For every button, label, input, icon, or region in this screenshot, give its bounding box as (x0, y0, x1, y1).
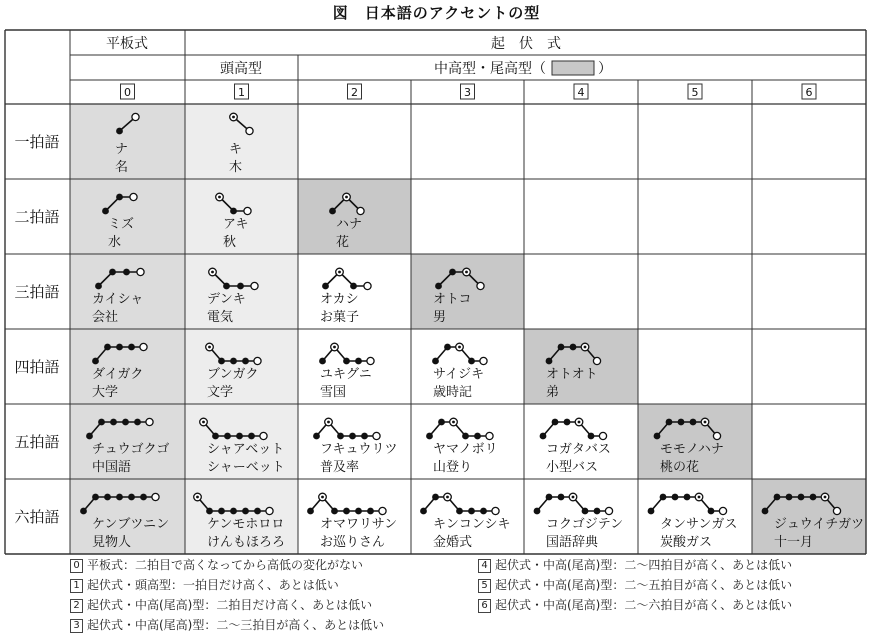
particle-dot (251, 282, 258, 289)
legend-column-right (478, 555, 792, 615)
word-kana: ダイガク (92, 367, 144, 382)
word-kana: ユキグニ (320, 367, 372, 382)
mora-dot (534, 508, 541, 515)
particle-dot (713, 432, 720, 439)
word-kana: タンサンガス (660, 517, 738, 532)
type-number: 2 (351, 86, 358, 99)
word-kana: コクゴジテン (546, 517, 624, 532)
particle-dot (146, 418, 153, 425)
mora-dot (660, 494, 667, 501)
mora-dot (122, 419, 129, 426)
mora-dot (322, 283, 329, 290)
accent-nucleus-center (572, 496, 575, 499)
mora-dot (95, 283, 102, 290)
word-kana: ケンモホロロ (207, 517, 285, 532)
legend-text: 起伏式・頭高型：一拍目だけ高く、あとは低い (87, 578, 339, 592)
accent-nucleus-center (452, 421, 455, 424)
mora-dot (218, 508, 225, 515)
mora-dot (254, 508, 261, 515)
word-kanji: 秋 (223, 235, 237, 250)
word-kanji: 雪国 (320, 385, 347, 400)
word-kana: コガタバス (546, 442, 611, 457)
legend-number: 3 (70, 619, 83, 633)
accent-nucleus-center (211, 271, 214, 274)
mora-dot (552, 419, 559, 426)
accent-nucleus-center (232, 116, 235, 119)
row-label: 二拍語 (14, 208, 60, 226)
word-kanji: 中国語 (92, 460, 132, 475)
word-kanji: 水 (108, 235, 122, 250)
mora-dot (420, 508, 427, 515)
odaka-color-swatch (552, 61, 594, 75)
mora-dot (224, 433, 231, 440)
mora-dot (206, 508, 213, 515)
particle-dot (130, 193, 137, 200)
particle-dot (480, 357, 487, 364)
particle-dot (833, 507, 840, 514)
mora-dot (218, 358, 225, 365)
mora-dot (762, 508, 769, 515)
legend-item (70, 555, 384, 575)
header-atamadaka: 頭高型 (220, 61, 262, 77)
mora-dot (594, 508, 601, 515)
word-kanji: 男 (433, 310, 447, 325)
mora-dot (546, 494, 553, 501)
particle-dot (492, 507, 499, 514)
mora-dot (355, 508, 362, 515)
mora-dot (128, 344, 135, 351)
particle-dot (605, 507, 612, 514)
particle-dot (244, 207, 251, 214)
legend-item (70, 595, 384, 615)
mora-dot (92, 494, 99, 501)
mora-dot (116, 344, 123, 351)
particle-dot (137, 268, 144, 275)
particle-dot (357, 207, 364, 214)
mora-dot (116, 128, 123, 135)
legend (0, 555, 873, 640)
mora-dot (313, 433, 320, 440)
mora-dot (102, 208, 109, 215)
legend-text: 起伏式・中高(尾高)型：二拍目だけ高く、あとは低い (87, 598, 373, 612)
mora-dot (319, 358, 326, 365)
mora-dot (350, 283, 357, 290)
mora-dot (212, 433, 219, 440)
legend-text: 起伏式・中高(尾高)型：二〜四拍目が高く、あとは低い (495, 558, 793, 572)
word-kanji: 木 (228, 160, 243, 175)
legend-text: 平板式：二拍目で高くなってから高低の変化がない (87, 558, 364, 572)
mora-dot (449, 269, 456, 276)
type-number: 4 (577, 86, 585, 99)
mora-dot (774, 494, 781, 501)
accent-nucleus-center (208, 346, 211, 349)
accent-nucleus-center (196, 496, 199, 499)
word-kana: ブンガク (207, 367, 259, 382)
legend-item (70, 575, 384, 595)
word-kana: オトコ (433, 292, 472, 307)
mora-dot (432, 494, 439, 501)
particle-dot (486, 432, 493, 439)
mora-dot (248, 433, 255, 440)
mora-dot (798, 494, 805, 501)
mora-dot (468, 508, 475, 515)
row-label: 三拍語 (14, 283, 60, 301)
mora-dot (242, 508, 249, 515)
accent-nucleus-center (218, 196, 221, 199)
mora-dot (116, 494, 123, 501)
mora-dot (123, 269, 130, 276)
word-kanji: 国語辞典 (546, 535, 599, 550)
word-kanji: 十一月 (774, 535, 814, 550)
particle-dot (477, 282, 484, 289)
accent-nucleus-center (824, 496, 827, 499)
mora-dot (230, 508, 237, 515)
word-kanji: 山登り (433, 460, 473, 475)
legend-number: 2 (70, 599, 83, 613)
word-kanji: 名 (114, 160, 129, 175)
word-kana: アキ (223, 217, 249, 232)
word-kanji: 大学 (92, 385, 119, 400)
word-kanji: 金婚式 (433, 535, 473, 550)
mora-dot (684, 494, 691, 501)
mora-dot (80, 508, 87, 515)
mora-dot (570, 344, 577, 351)
figure-title: 図 日本語のアクセントの型 (332, 4, 541, 22)
legend-item (478, 575, 792, 595)
legend-item (478, 595, 792, 615)
word-kana: フキュウリツ (320, 442, 398, 457)
word-kana: デンキ (207, 292, 246, 307)
mora-dot (690, 419, 697, 426)
mora-dot (104, 344, 111, 351)
accent-nucleus-center (321, 496, 324, 499)
word-kanji: 桃の花 (660, 460, 700, 475)
particle-dot (599, 432, 606, 439)
accent-nucleus-center (446, 496, 449, 499)
legend-text: 起伏式・中高(尾高)型：二〜六拍目が高く、あとは低い (495, 598, 793, 612)
mora-dot (110, 419, 117, 426)
mora-dot (331, 508, 338, 515)
word-kanji: 花 (336, 235, 350, 250)
word-kanji: 見物人 (92, 535, 132, 550)
word-kana: キンコンシキ (433, 517, 511, 532)
mora-dot (98, 419, 105, 426)
word-kanji: 歳時記 (433, 385, 473, 400)
word-kana: オトオト (546, 367, 598, 382)
word-kana: キ (228, 142, 243, 157)
mora-dot (648, 508, 655, 515)
particle-dot (246, 127, 253, 134)
mora-dot (343, 358, 350, 365)
legend-number: 6 (478, 599, 491, 613)
mora-dot (456, 508, 463, 515)
accent-nucleus-center (345, 196, 348, 199)
particle-dot (140, 343, 147, 350)
mora-dot (237, 283, 244, 290)
mora-dot (480, 508, 487, 515)
mora-dot (438, 419, 445, 426)
word-kana: ジュウイチガツ (774, 517, 865, 532)
accent-nucleus-center (327, 421, 330, 424)
mora-dot (223, 283, 230, 290)
mora-dot (230, 358, 237, 365)
mora-dot (468, 358, 475, 365)
particle-dot (152, 493, 159, 500)
mora-dot (435, 283, 442, 290)
mora-dot (109, 269, 116, 276)
legend-text: 起伏式・中高(尾高)型：二〜三拍目が高く、あとは低い (87, 618, 385, 632)
mora-dot (92, 358, 99, 365)
pitch-contour (430, 422, 490, 436)
word-kana: モモノハナ (660, 442, 724, 457)
mora-dot (540, 433, 547, 440)
mora-dot (426, 433, 433, 440)
legend-number: 5 (478, 579, 491, 593)
pitch-contour (326, 272, 368, 286)
word-kanji: 会社 (92, 310, 119, 325)
accent-nucleus-center (338, 271, 341, 274)
word-kana: オマワリサン (320, 517, 398, 532)
particle-dot (719, 507, 726, 514)
word-kanji: けんもほろろ (207, 535, 286, 550)
particle-dot (373, 432, 380, 439)
particle-dot (364, 282, 371, 289)
word-kana: ミズ (108, 217, 135, 232)
mora-dot (343, 508, 350, 515)
word-kana: シャアベット (207, 442, 285, 457)
mora-dot (810, 494, 817, 501)
word-kanji: 炭酸ガス (660, 535, 713, 550)
particle-dot (266, 507, 273, 514)
mora-dot (128, 494, 135, 501)
header-kifuku: 起 伏 式 (491, 36, 561, 52)
word-kanji: 電気 (207, 310, 234, 325)
word-kana: カイシャ (92, 292, 144, 307)
accent-nucleus-center (578, 421, 581, 424)
word-kana: ヤマノボリ (433, 442, 498, 457)
mora-dot (558, 494, 565, 501)
legend-text: 起伏式・中高(尾高)型：二〜五拍目が高く、あとは低い (495, 578, 793, 592)
word-kanji: お巡りさん (320, 535, 386, 550)
mora-dot (337, 433, 344, 440)
word-kana: サイジキ (433, 367, 485, 382)
mora-dot (546, 358, 553, 365)
particle-dot (379, 507, 386, 514)
mora-dot (230, 208, 237, 215)
word-kanji: シャーベット (207, 460, 285, 475)
mora-dot (564, 419, 571, 426)
word-kana: ナ (114, 142, 129, 157)
accent-nucleus-center (458, 346, 461, 349)
particle-dot (593, 357, 600, 364)
mora-dot (444, 344, 451, 351)
row-label: 六拍語 (14, 508, 60, 526)
row-label: 五拍語 (14, 433, 60, 451)
mora-dot (588, 433, 595, 440)
mora-dot (654, 433, 661, 440)
mora-dot (140, 494, 147, 501)
mora-dot (104, 494, 111, 501)
header-close-paren: ） (598, 61, 612, 77)
particle-dot (260, 432, 267, 439)
word-kanji: 小型バス (546, 460, 599, 475)
legend-item (478, 555, 792, 575)
accent-nucleus-center (333, 346, 336, 349)
mora-dot (786, 494, 793, 501)
particle-dot (254, 357, 261, 364)
row-label: 一拍語 (14, 133, 60, 151)
legend-item (70, 615, 384, 635)
mora-dot (349, 433, 356, 440)
mora-dot (666, 419, 673, 426)
mora-dot (236, 433, 243, 440)
mora-dot (462, 433, 469, 440)
type-number: 1 (238, 86, 245, 99)
header-heiban: 平板式 (106, 36, 148, 52)
row-label: 四拍語 (14, 358, 60, 376)
legend-number: 0 (70, 559, 83, 573)
legend-number: 4 (478, 559, 491, 573)
word-kanji: 文学 (207, 385, 234, 400)
type-number: 5 (691, 86, 699, 99)
accent-nucleus-center (465, 271, 468, 274)
legend-column-left (70, 555, 384, 635)
mora-dot (367, 508, 374, 515)
word-kana: チュウゴクゴ (92, 442, 170, 457)
word-kana: オカシ (320, 292, 359, 307)
word-kanji: 弟 (546, 385, 560, 400)
mora-dot (432, 358, 439, 365)
word-kanji: お菓子 (320, 310, 360, 325)
header-nakadaka-odaka: 中高型・尾高型（ (434, 61, 546, 77)
mora-dot (708, 508, 715, 515)
accent-nucleus-center (584, 346, 587, 349)
particle-dot (367, 357, 374, 364)
mora-dot (558, 344, 565, 351)
mora-dot (116, 194, 123, 201)
mora-dot (134, 419, 141, 426)
legend-number: 1 (70, 579, 83, 593)
pitch-contour (543, 422, 603, 436)
mora-dot (361, 433, 368, 440)
mora-dot (355, 358, 362, 365)
type-number: 0 (124, 86, 131, 99)
mora-dot (242, 358, 249, 365)
mora-dot (329, 208, 336, 215)
mora-dot (307, 508, 314, 515)
word-kana: ケンブツニン (92, 517, 170, 532)
word-kana: ハナ (336, 217, 363, 232)
word-kanji: 普及率 (320, 460, 360, 475)
type-number: 3 (464, 86, 471, 99)
particle-dot (132, 113, 139, 120)
mora-dot (672, 494, 679, 501)
accent-nucleus-center (202, 421, 205, 424)
mora-dot (474, 433, 481, 440)
accent-nucleus-center (698, 496, 701, 499)
accent-nucleus-center (704, 421, 707, 424)
mora-dot (582, 508, 589, 515)
mora-dot (678, 419, 685, 426)
type-number: 6 (805, 86, 813, 99)
mora-dot (86, 433, 93, 440)
